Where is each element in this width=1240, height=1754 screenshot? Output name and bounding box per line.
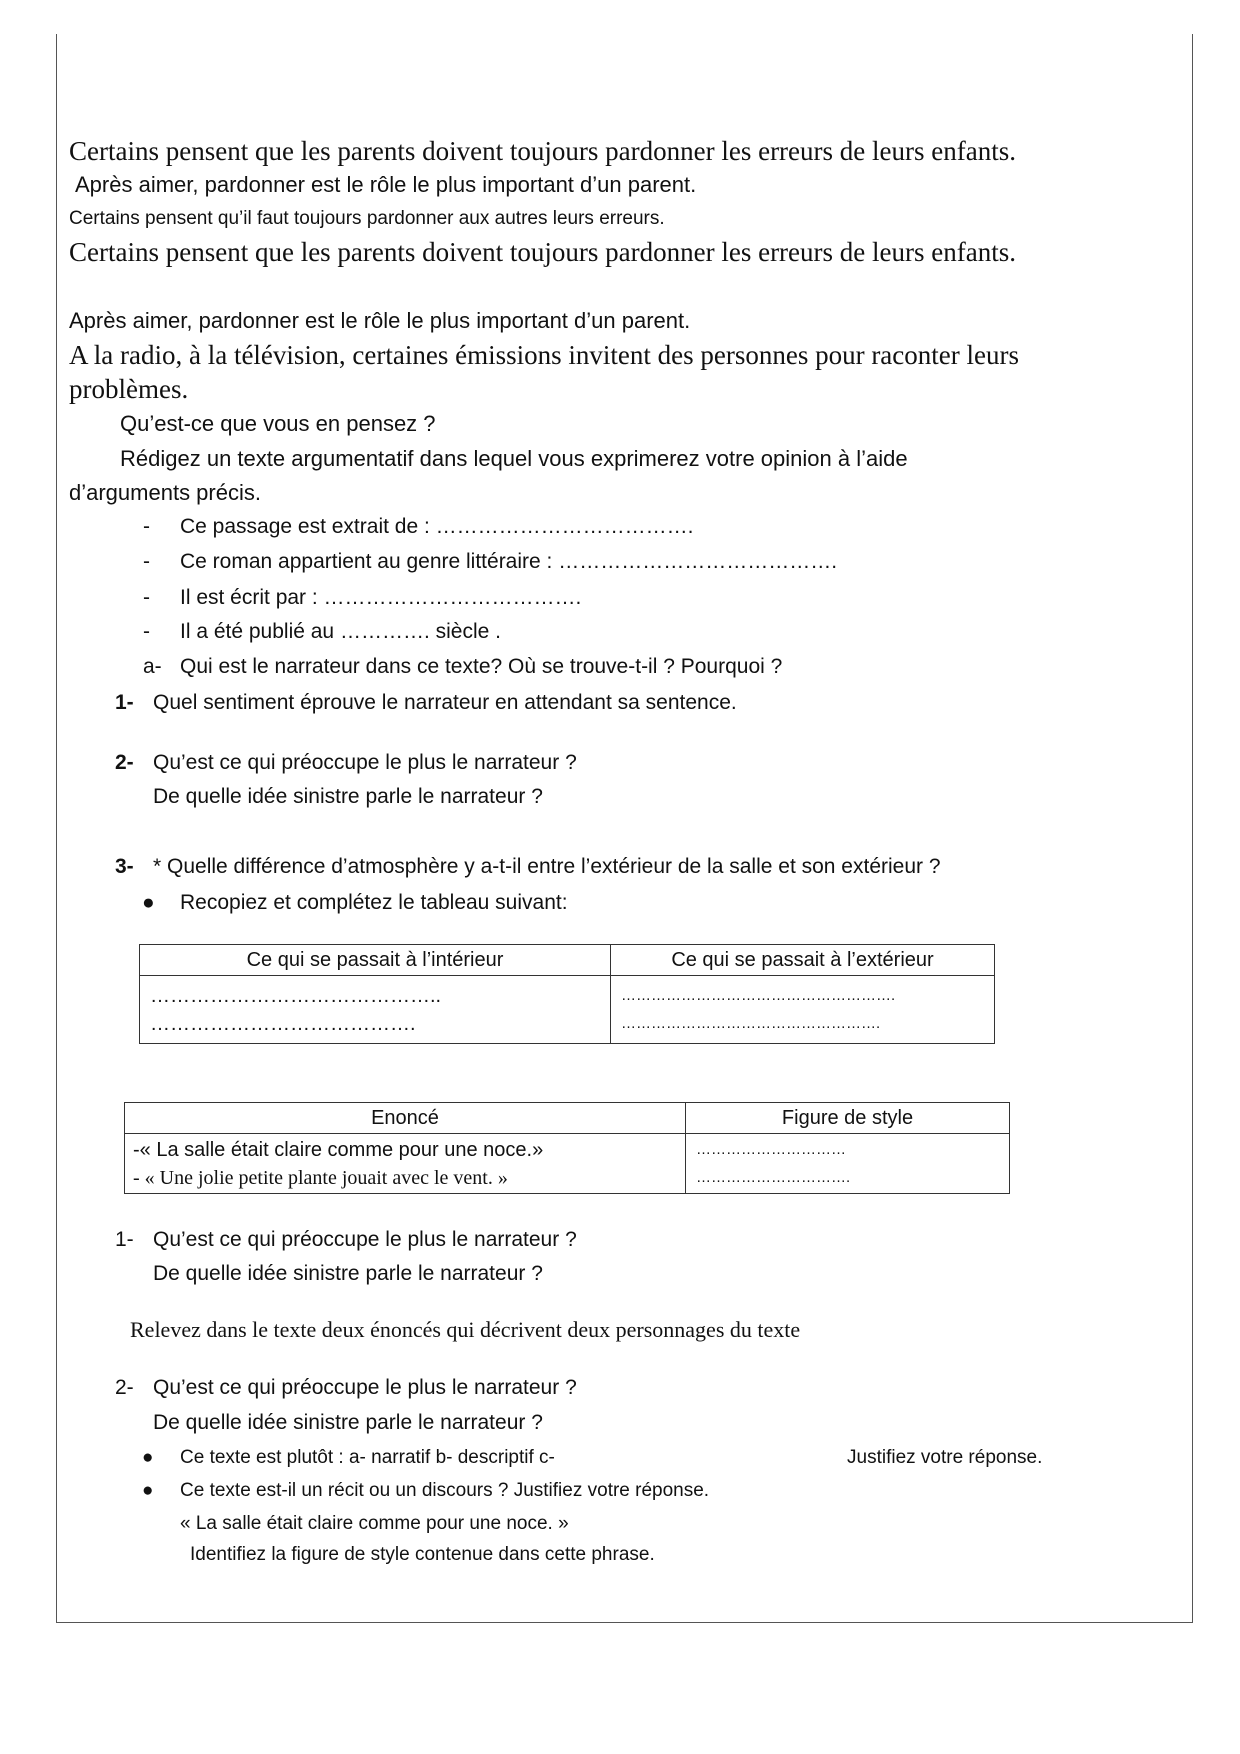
bullet-icon: ● — [142, 1447, 154, 1468]
dash-marker: - — [143, 550, 150, 573]
bullet-icon: ● — [142, 891, 155, 914]
answer-blank: …………………………………. — [150, 1012, 416, 1035]
dash-marker: - — [143, 586, 150, 609]
identify-instruction: Identifiez la figure de style contenue dans cette phrase. — [190, 1544, 655, 1565]
intro-line: Certains pensent que les parents doivent toujours pardonner les erreurs de leurs enfants. — [69, 136, 1016, 166]
intro-line: Après aimer, pardonner est le rôle le plus important d’un parent. — [69, 308, 691, 333]
dash-marker: - — [143, 515, 150, 538]
dash-item: Il est écrit par : ………………………………. — [180, 586, 582, 609]
question-marker: a- — [143, 655, 162, 678]
answer-blank: ………………………… — [696, 1140, 846, 1158]
bullet-question: Ce texte est-il un récit ou un discours ? Justifiez votre réponse. — [180, 1480, 710, 1501]
statement: - « Une jolie petite plante jouait avec le vent. » — [133, 1166, 508, 1189]
question-marker: 2- — [115, 751, 134, 774]
dash-item: Ce roman appartient au genre littéraire : …………………………………. — [180, 550, 838, 573]
table-header: Enoncé — [125, 1103, 686, 1134]
prompt-instruction: Rédigez un texte argumentatif dans lequel vous exprimerez votre opinion à l’aide — [120, 446, 908, 471]
table-cell[interactable] — [686, 1134, 1010, 1194]
question-2b-sub: De quelle idée sinistre parle le narrateur ? — [153, 1411, 543, 1434]
bullet-icon: ● — [142, 1480, 154, 1501]
statement: -« La salle était claire comme pour une noce.» — [133, 1138, 544, 1161]
question-a: Qui est le narrateur dans ce texte? Où se trouve-t-il ? Pourquoi ? — [180, 655, 783, 678]
intro-line: Certains pensent que les parents doivent toujours pardonner les erreurs de leurs enfants. — [69, 237, 1016, 267]
intro-line: Après aimer, pardonner est le rôle le plus important d’un parent. — [75, 172, 697, 197]
answer-blank: …………………………………….. — [150, 984, 442, 1007]
table-cell — [125, 1134, 686, 1194]
bullet-question-justify: Justifiez votre réponse. — [847, 1447, 1043, 1468]
intro-line: problèmes. — [69, 374, 189, 404]
question-3: * Quelle différence d’atmosphère y a-t-il entre l’extérieur de la salle et son extérieur ? — [153, 855, 941, 878]
question-1b: Qu’est ce qui préoccupe le plus le narrateur ? — [153, 1228, 577, 1251]
table-header: Ce qui se passait à l’extérieur — [611, 945, 995, 976]
question-2: Qu’est ce qui préoccupe le plus le narrateur ? — [153, 751, 577, 774]
dash-item: Il a été publié au …………. siècle . — [180, 620, 501, 643]
table-cell[interactable] — [611, 976, 995, 1044]
page-border-bottom — [56, 1622, 1193, 1623]
table-header: Ce qui se passait à l’intérieur — [140, 945, 611, 976]
question-2-sub: De quelle idée sinistre parle le narrateur ? — [153, 785, 543, 808]
page-border-right — [1192, 34, 1193, 1622]
bullet-question: Ce texte est plutôt : a- narratif b- descriptif c- — [180, 1447, 555, 1468]
figure-of-style-table — [124, 1102, 1010, 1194]
prompt-instruction: d’arguments précis. — [69, 480, 261, 505]
question-1: Quel sentiment éprouve le narrateur en attendant sa sentence. — [153, 691, 737, 714]
answer-blank: ……………………………………………. — [621, 1014, 881, 1032]
question-marker: 1- — [115, 691, 134, 714]
table-cell[interactable] — [140, 976, 611, 1044]
question-marker: 3- — [115, 855, 134, 878]
answer-blank: ………………………………………………. — [621, 986, 896, 1004]
prompt-question: Qu’est-ce que vous en pensez ? — [120, 411, 436, 436]
intro-line: Certains pensent qu’il faut toujours pardonner aux autres leurs erreurs. — [69, 208, 665, 229]
comparison-table — [139, 944, 995, 1044]
question-marker: 1- — [115, 1228, 134, 1251]
dash-item: Ce passage est extrait de : ………………………………. — [180, 515, 694, 538]
page-border-left — [56, 34, 57, 1622]
question-marker: 2- — [115, 1376, 134, 1399]
quote-line: « La salle était claire comme pour une noce. » — [180, 1513, 569, 1534]
question-2b: Qu’est ce qui préoccupe le plus le narrateur ? — [153, 1376, 577, 1399]
question-1b-sub: De quelle idée sinistre parle le narrateur ? — [153, 1262, 543, 1285]
answer-blank: …………………………. — [696, 1168, 851, 1186]
instruction-bullet: Recopiez et complétez le tableau suivant: — [180, 891, 568, 914]
table-header: Figure de style — [686, 1103, 1010, 1134]
dash-marker: - — [143, 620, 150, 643]
intro-line: A la radio, à la télévision, certaines émissions invitent des personnes pour raconter leurs — [69, 340, 1019, 370]
relevez-instruction: Relevez dans le texte deux énoncés qui décrivent deux personnages du texte — [130, 1317, 801, 1342]
